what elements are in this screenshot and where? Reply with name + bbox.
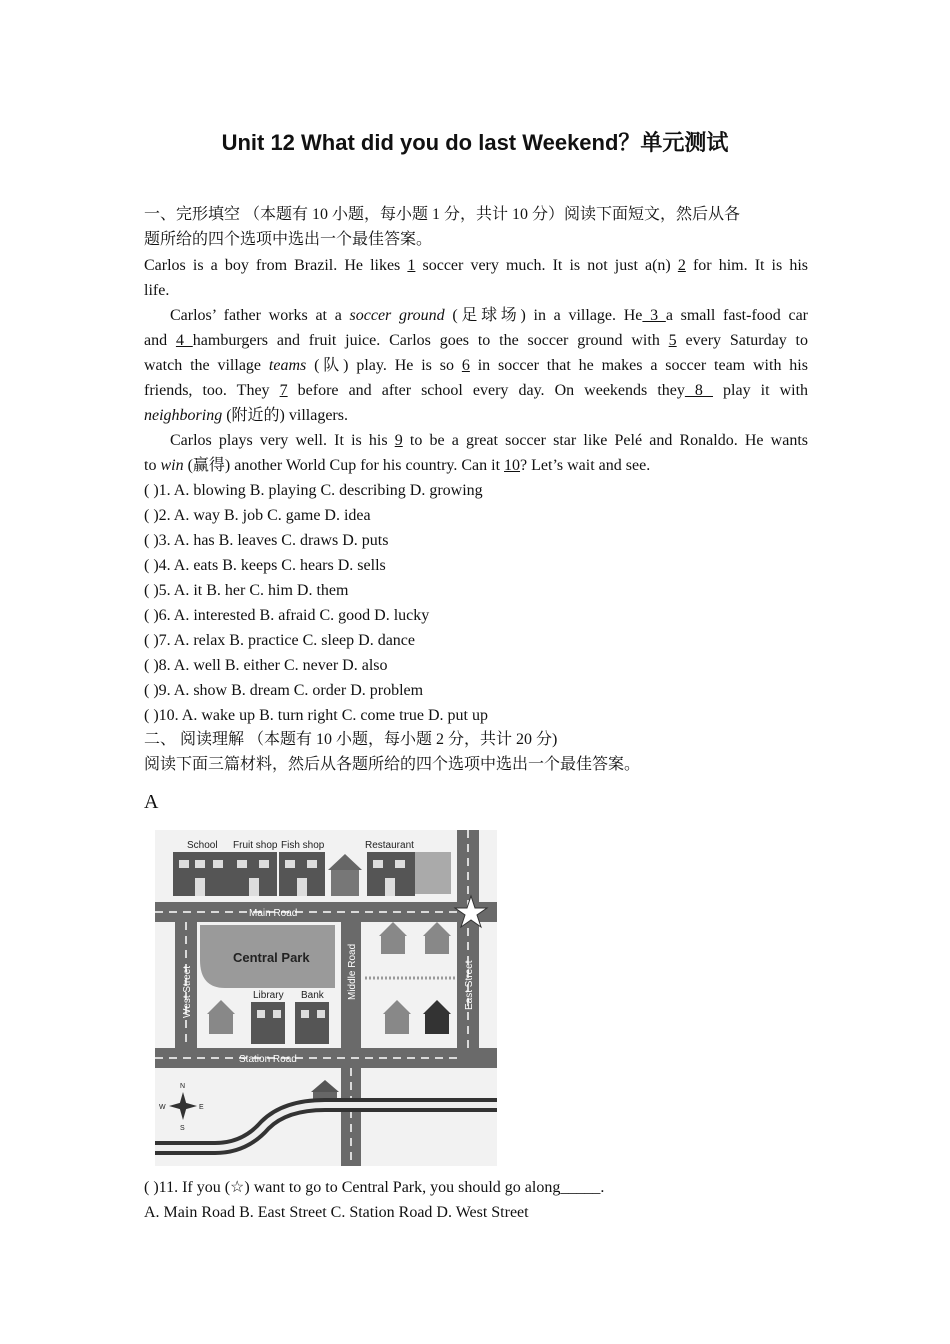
street-map xyxy=(155,830,497,1166)
east-street-label: East Street xyxy=(464,960,475,1010)
blank-10: 10 xyxy=(504,457,521,474)
section-1-instruction: 一、完形填空 （本题有 10 小题，每小题 1 分，共计 10 分）阅读下面短文，然后从各 xyxy=(144,206,741,223)
blank-4: 4 xyxy=(175,332,193,349)
question-2: ( )2. A. way B. job C. game D. idea xyxy=(144,507,371,524)
blank-3: 3 xyxy=(642,307,666,324)
svg-text:E: E xyxy=(199,1104,204,1111)
svg-text:S: S xyxy=(180,1125,185,1132)
restaurant-label: Restaurant xyxy=(365,840,414,851)
passage-line: to win (赢得) another World Cup for his country. Can it 10? Let’s wait and see. xyxy=(144,457,651,474)
middle-road-label: Middle Road xyxy=(347,943,358,1000)
question-6: ( )6. A. interested B. afraid C. good D. lucky xyxy=(144,607,430,624)
central-park-label: Central Park xyxy=(233,950,310,965)
blank-1: 1 xyxy=(407,257,416,274)
svg-text:N: N xyxy=(180,1083,186,1090)
question-11: ( )11. If you (☆) want to go to Central Park, you should go along_____. xyxy=(144,1179,605,1196)
blank-6: 6 xyxy=(461,357,470,374)
west-street-label: West Street xyxy=(182,965,193,1018)
passage-line: Carlos is a boy from Brazil. He likes 1 soccer very much. It is not just a(n) 2 for him. It is his xyxy=(144,257,808,274)
question-3: ( )3. A. has B. leaves C. draws D. puts xyxy=(144,532,389,549)
passage-line: watch the village teams (队) play. He is so 6 in soccer that he makes a soccer team with his xyxy=(144,357,808,374)
passage-line: friends, too. They 7 before and after school every day. On weekends they 8 play it with xyxy=(144,382,809,399)
passage-line: life. xyxy=(144,282,170,299)
passage-a-label: A xyxy=(144,791,159,813)
fish-shop-label: Fish shop xyxy=(281,840,325,851)
fruit-shop-label: Fruit shop xyxy=(233,840,278,851)
passage-line: and 4 hamburgers and fruit juice. Carlos goes to the soccer ground with 5 every Saturday to xyxy=(144,332,809,349)
question-7: ( )7. A. relax B. practice C. sleep D. dance xyxy=(144,632,416,649)
section-1-instruction-cont: 题所给的四个选项中选出一个最佳答案。 xyxy=(144,231,433,248)
passage-line: Carlos’ father works at a soccer ground (足球场) in a village. He 3 a small fast-food car xyxy=(170,307,809,324)
passage-line: neighboring (附近的) villagers. xyxy=(144,407,348,424)
question-4: ( )4. A. eats B. keeps C. hears D. sells xyxy=(144,557,386,574)
passage-line: Carlos plays very well. It is his 9 to be a great soccer star like Pelé and Ronaldo. He wants xyxy=(170,432,808,449)
page-title: Unit 12 What did you do last Weekend？单元测试 xyxy=(221,130,729,155)
blank-8: 8 xyxy=(684,382,713,399)
blank-9: 9 xyxy=(394,432,403,449)
question-8: ( )8. A. well B. either C. never D. also xyxy=(144,657,388,674)
question-5: ( )5. A. it B. her C. him D. them xyxy=(144,582,349,599)
blank-2: 2 xyxy=(677,257,686,274)
question-10: ( )10. A. wake up B. turn right C. come true D. put up xyxy=(144,707,488,724)
section-2-instruction: 阅读下面三篇材料，然后从各题所给的四个选项中选出一个最佳答案。 xyxy=(144,756,641,773)
blank-7: 7 xyxy=(279,382,288,399)
school-label: School xyxy=(187,840,218,851)
question-9: ( )9. A. show B. dream C. order D. problem xyxy=(144,682,424,699)
main-road-label: Main Road xyxy=(249,908,298,919)
svg-text:W: W xyxy=(159,1104,166,1111)
question-11-options: A. Main Road B. East Street C. Station Road D. West Street xyxy=(144,1204,529,1221)
bank-label: Bank xyxy=(301,990,324,1001)
station-road-label: Station Road xyxy=(239,1054,297,1065)
blank-5: 5 xyxy=(668,332,677,349)
station-label: Station xyxy=(309,1098,341,1109)
library-label: Library xyxy=(253,990,284,1001)
section-2-heading: 二、 阅读理解 （本题有 10 小题，每小题 2 分，共计 20 分) xyxy=(144,731,558,748)
question-1: ( )1. A. blowing B. playing C. describing D. growing xyxy=(144,482,483,499)
